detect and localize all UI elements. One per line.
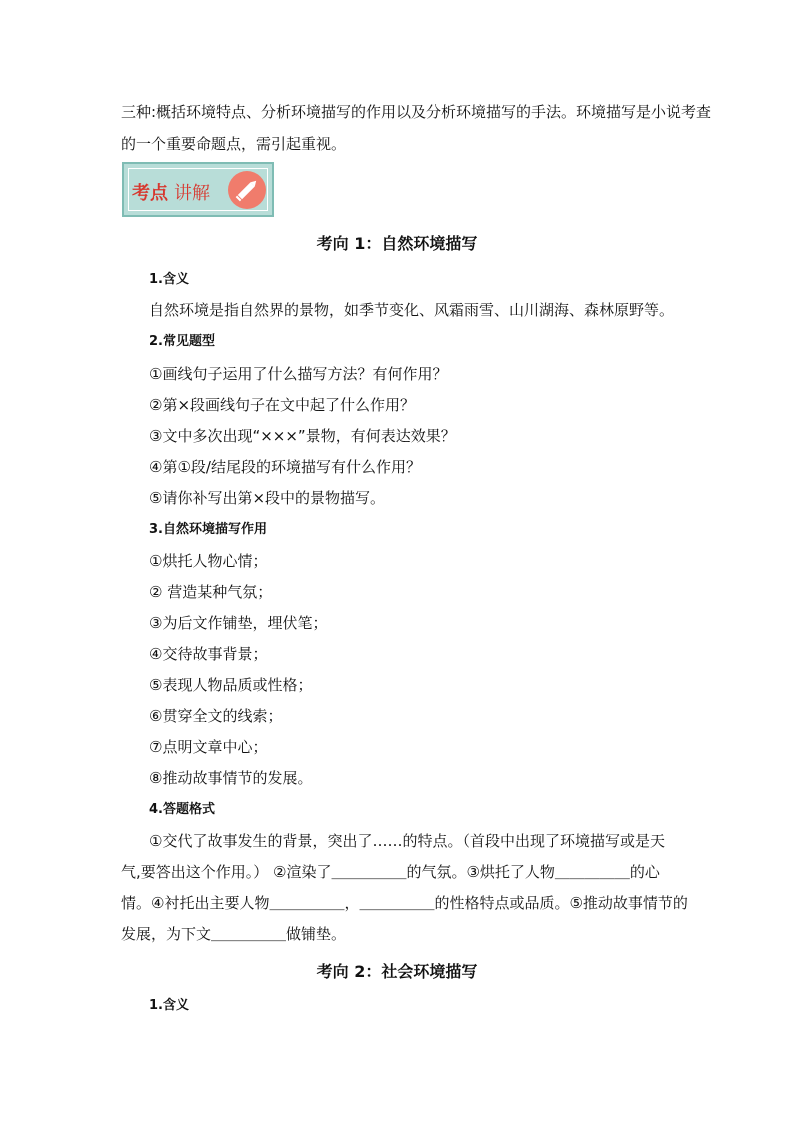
effect-item: ⑧推动故事情节的发展。 [149,769,313,787]
subheading-answer-format: 4.答题格式 [149,802,215,817]
question-type-item: ⑤请你补写出第×段中的景物描写。 [149,489,386,507]
meaning-text: 自然环境是指自然界的景物，如季节变化、风霜雨雪、山川湖海、森林原野等。 [149,301,675,319]
effect-item: ⑤表现人物品质或性格； [149,676,313,694]
effect-item: ③为后文作铺垫，埋伏笔； [149,614,328,632]
answer-format-line: 气,要答出这个作用。） ②渲染了＿＿＿＿＿的气氛。③烘托了人物＿＿＿＿＿的心 [121,863,660,881]
effect-item: ①烘托人物心情； [149,552,268,570]
effect-item: ⑥贯穿全文的线索； [149,707,283,725]
effect-item: ② 营造某种气氛； [149,583,273,601]
answer-format-line: ①交代了故事发生的背景，突出了……的特点。（首段中出现了环境描写或是天 [149,832,665,850]
effect-item: ⑦点明文章中心； [149,738,268,756]
subheading-meaning: 1.含义 [149,272,189,287]
pencil-icon [228,171,266,209]
badge-label-1: 考点 [132,183,168,204]
key-points-badge [122,162,274,217]
section-heading-2: 考向 2：社会环境描写 [316,962,478,981]
answer-format-line: 情。④衬托出主要人物＿＿＿＿＿，＿＿＿＿＿的性格特点或品质。⑤推动故事情节的 [121,894,688,912]
section-heading-1: 考向 1：自然环境描写 [316,234,478,253]
subheading-question-types: 2.常见题型 [149,334,215,349]
question-type-item: ③文中多次出现“×××”景物，有何表达效果？ [149,427,456,445]
subheading-meaning-2: 1.含义 [149,998,189,1013]
intro-line-1: 三种:概括环境特点、分析环境描写的作用以及分析环境描写的手法。环境描写是小说考查 [121,103,712,121]
question-type-item: ④第①段/结尾段的环境描写有什么作用？ [149,458,421,476]
effect-item: ④交待故事背景； [149,645,268,663]
answer-format-line: 发展，为下文＿＿＿＿＿做铺垫。 [121,925,347,943]
badge-label-2: 讲解 [174,183,210,204]
question-type-item: ②第×段画线句子在文中起了什么作用？ [149,396,416,414]
subheading-effects: 3.自然环境描写作用 [149,522,267,537]
question-type-item: ①画线句子运用了什么描写方法？有何作用？ [149,365,448,383]
intro-line-2: 的一个重要命题点，需引起重视。 [121,135,347,153]
